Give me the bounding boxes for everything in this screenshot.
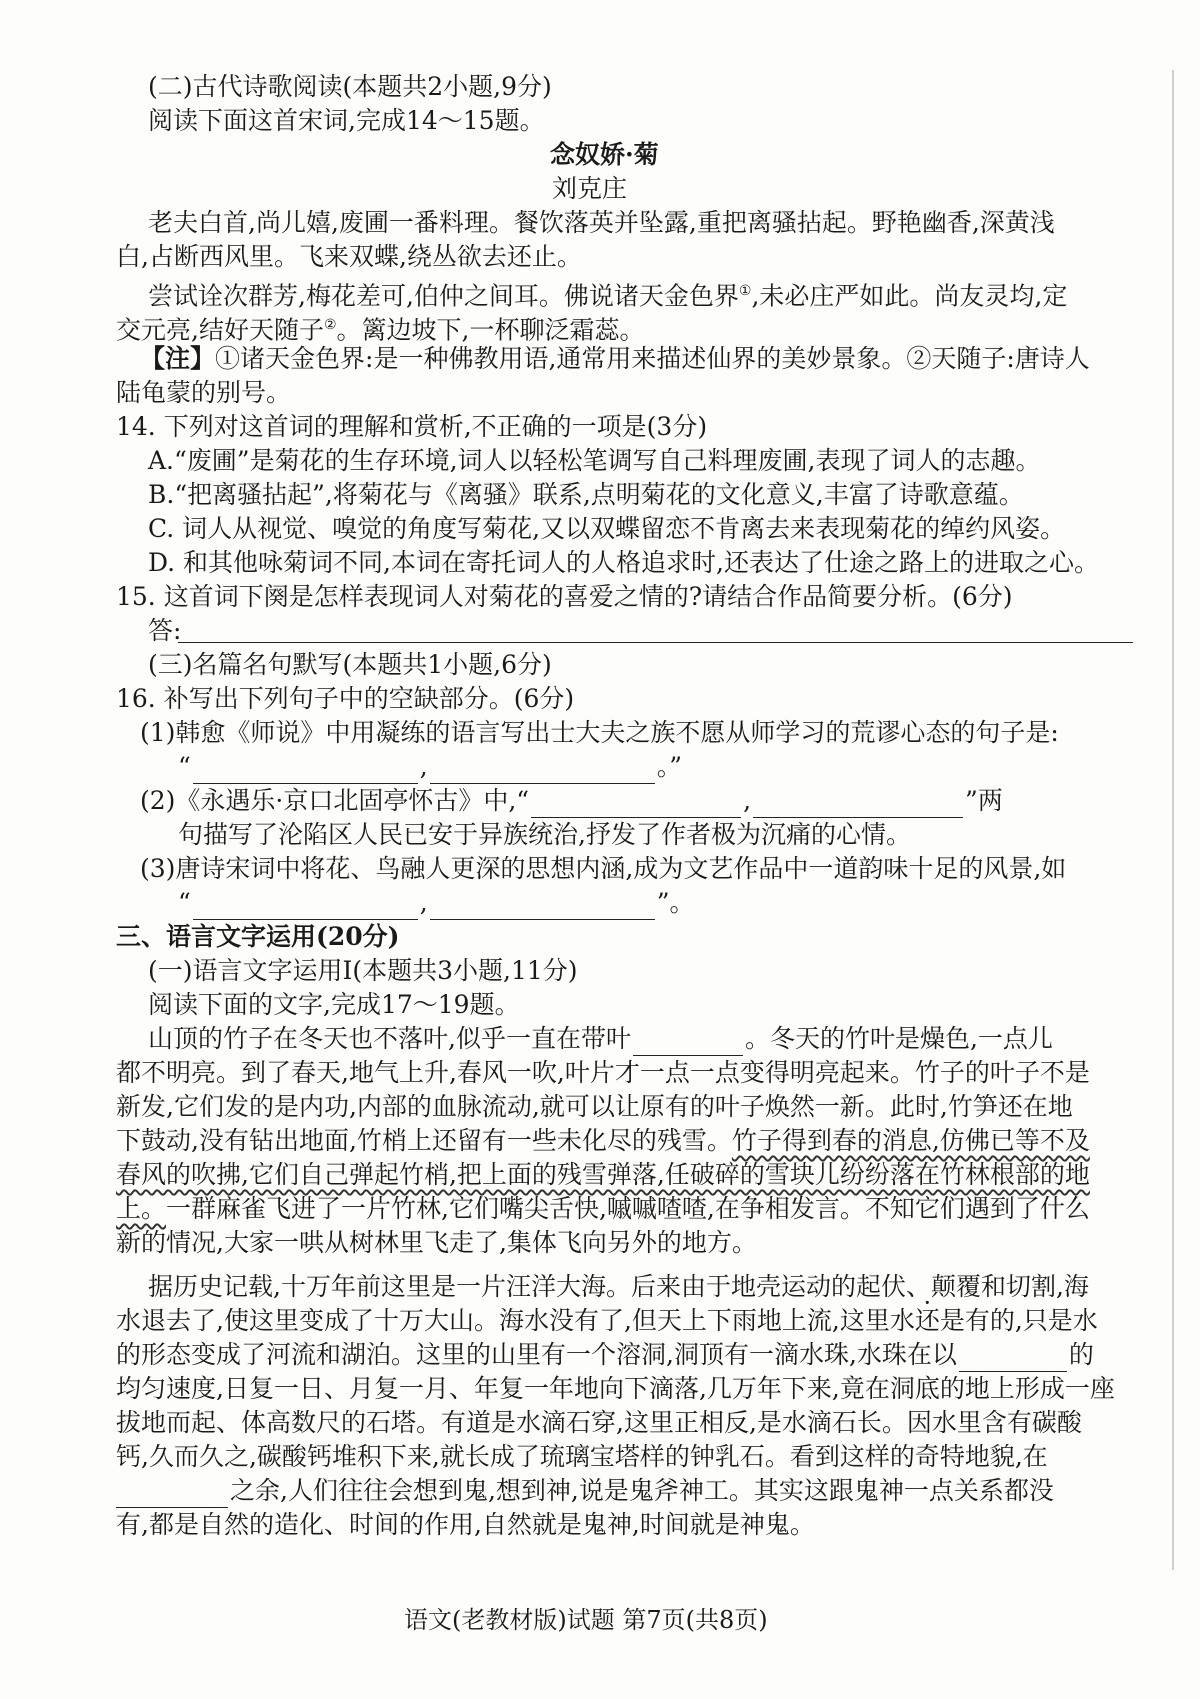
sub1-intro: 阅读下面的文字,完成17～19题。 — [148, 990, 520, 1019]
q16-part1-line1: (1)韩愈《师说》中用凝练的语言写出士大夫之族不愿从师学习的荒谬心态的句子是: — [140, 718, 1059, 747]
passage-p1-line7: 新的情况,大家一哄从树林里飞走了,集体飞向另外的地方。 — [116, 1228, 757, 1257]
passage-blank-3[interactable] — [116, 1481, 228, 1508]
q16-blank-5[interactable] — [193, 893, 418, 920]
passage-p1-line2: 都不明亮。到了春天,地气上升,春风一吹,叶片才一点一点变得明亮起来。竹子的叶子不是 — [116, 1058, 1090, 1087]
q14-option-d: D. 和其他咏菊词不同,本词在寄托词人的人格追求时,还表达了仕途之路上的进取之心。 — [148, 548, 1099, 577]
q16-part3-blanks: “ , ”。 — [178, 886, 695, 920]
q14-stem: 14. 下列对这首词的理解和赏析,不正确的一项是(3分) — [116, 412, 708, 441]
scan-edge-line — [1172, 70, 1174, 1570]
passage-p2-line5: 拔地而起、体高数尺的石塔。有道是水滴石穿,这里正相反,是水滴石长。因水里含有碳酸 — [116, 1408, 1082, 1437]
poem-author: 刘克庄 — [552, 174, 628, 203]
wavy-underlined-sentence-part1: 竹子得到春的消息,仿佛已等不及 — [731, 1126, 1090, 1155]
q16-blank-6[interactable] — [430, 893, 655, 920]
passage-blank-2[interactable] — [959, 1345, 1067, 1372]
q16-part3-line1: (3)唐诗宋词中将花、鸟融人更深的思想内涵,成为文艺作品中一道韵味十足的风景,如 — [140, 854, 1067, 883]
passage-p1-line6: 上。一群麻雀飞进了一片竹林,它们嘴尖舌快,嘁嘁喳喳,在争相发言。不知它们遇到了什么 — [116, 1194, 1090, 1223]
q16-part2-line2: 句描写了沦陷区人民已安于异族统治,抒发了作者极为沉痛的心情。 — [178, 820, 911, 849]
q15-stem: 15. 这首词下阕是怎样表现词人对菊花的喜爱之情的?请结合作品简要分析。(6分) — [116, 582, 1013, 611]
passage-p2-line1: 据历史记载,十万年前这里是一片汪洋大海。后来由于地壳运动的起伏、颠覆和切割,海 — [148, 1272, 1089, 1301]
note-line2: 陆龟蒙的别号。 — [116, 378, 292, 407]
q16-blank-4[interactable] — [753, 791, 963, 818]
passage-p1-line1: 山顶的竹子在冬天也不落叶,似乎一直在带叶 。冬天的竹叶是燥色,一点儿 — [148, 1022, 1053, 1056]
wavy-underlined-sentence-part3: 上。 — [116, 1194, 167, 1223]
passage-p2-line3: 的形态变成了河流和湖泊。这里的山里有一个溶洞,洞顶有一滴水珠,水珠在以 的 — [116, 1338, 1094, 1372]
poem-stanza1-line2: 白,占断西风里。飞来双蝶,绕丛欲去还止。 — [116, 242, 582, 271]
q14-option-a: A.“废圃”是菊花的生存环境,词人以轻松笔调写自己料理废圃,表现了词人的志趣。 — [148, 446, 1041, 475]
q16-part2-line1: (2)《永遇乐·京口北固亭怀古》中,“ , ”两 — [140, 784, 1003, 818]
passage-blank-1[interactable] — [633, 1029, 743, 1056]
passage-p2-line6: 钙,久而久之,碳酸钙堆积下来,就长成了琉璃宝塔样的钟乳石。看到这样的奇特地貌,在 — [116, 1442, 1048, 1471]
q16-stem: 16. 补写出下列句子中的空缺部分。(6分) — [116, 684, 575, 713]
q15-answer-line[interactable] — [178, 642, 1133, 643]
q16-blank-1[interactable] — [193, 757, 418, 784]
poem-title: 念奴娇·菊 — [550, 140, 659, 169]
q14-option-b: B.“把离骚拈起”,将菊花与《离骚》联系,点明菊花的文化意义,丰富了诗歌意蕴。 — [148, 480, 1024, 509]
part3-heading: 三、语言文字运用(20分) — [116, 922, 400, 951]
q15-answer-label: 答: — [148, 616, 182, 645]
poem-stanza1-line1: 老夫白首,尚儿嬉,废圃一番料理。餐饮落英并坠露,重把离骚拈起。野艳幽香,深黄浅 — [148, 208, 1055, 237]
note-mark-2: ② — [323, 317, 337, 333]
passage-p2-line2: 水退去了,使这里变成了十万大山。海水没有了,但天上下雨地上流,这里水还是有的,只是水 — [116, 1306, 1098, 1335]
note-line1: 【注】①诸天金色界:是一种佛教用语,通常用来描述仙界的美妙景象。②天随子:唐诗人 — [140, 344, 1090, 373]
q16-part1-blanks: “ , 。” — [178, 750, 682, 784]
q14-option-c: C. 词人从视觉、嗅觉的角度写菊花,又以双蝶留恋不肯离去来表现菊花的绰约风姿。 — [148, 514, 1066, 543]
passage-p2-line8: 有,都是自然的造化、时间的作用,自然就是鬼神,时间就是神鬼。 — [116, 1510, 815, 1539]
q16-blank-3[interactable] — [531, 791, 741, 818]
passage-p1-line3: 新发,它们发的是内功,内部的血脉流动,就可以让原有的叶子焕然一新。此时,竹笋还在地 — [116, 1092, 1073, 1121]
section2-intro: 阅读下面这首宋词,完成14～15题。 — [148, 106, 545, 135]
dotted-word-huan: 还 — [914, 1306, 940, 1335]
wavy-underlined-sentence-part2: 春风的吹拂,它们自己弹起竹梢,把上面的残雪弹落,任破碎的雪块儿纷纷落在竹林根部的地 — [116, 1160, 1090, 1189]
poem-stanza2-line2: 交元亮,结好天随子②。篱边坡下,一杯聊泛霜蕊。 — [116, 315, 645, 345]
sub1-heading: (一)语言文字运用Ⅰ(本题共3小题,11分) — [148, 956, 578, 985]
passage-p2-line4: 均匀速度,日复一日、月复一月、年复一年地向下滴落,几万年下来,竟在洞底的地上形成一座 — [116, 1374, 1115, 1403]
poem-stanza2-line1: 尝试诠次群芳,梅花差可,伯仲之间耳。佛说诸天金色界①,未必庄严如此。尚友灵均,定 — [148, 281, 1068, 311]
page-footer: 语文(老教材版)试题 第7页(共8页) — [404, 1606, 768, 1634]
note-mark-1: ① — [738, 283, 752, 299]
passage-p2-line7: 之余,人们往往会想到鬼,想到神,说是鬼斧神工。其实这跟鬼神一点关系都没 — [116, 1474, 1054, 1508]
section3-heading: (三)名篇名句默写(本题共1小题,6分) — [148, 650, 552, 679]
section2-heading: (二)古代诗歌阅读(本题共2小题,9分) — [148, 72, 552, 101]
q16-blank-2[interactable] — [430, 757, 655, 784]
note-label: 【注】 — [140, 344, 216, 373]
passage-p1-line4: 下鼓动,没有钻出地面,竹梢上还留有一些未化尽的残雪。竹子得到春的消息,仿佛已等不及 — [116, 1126, 1090, 1155]
